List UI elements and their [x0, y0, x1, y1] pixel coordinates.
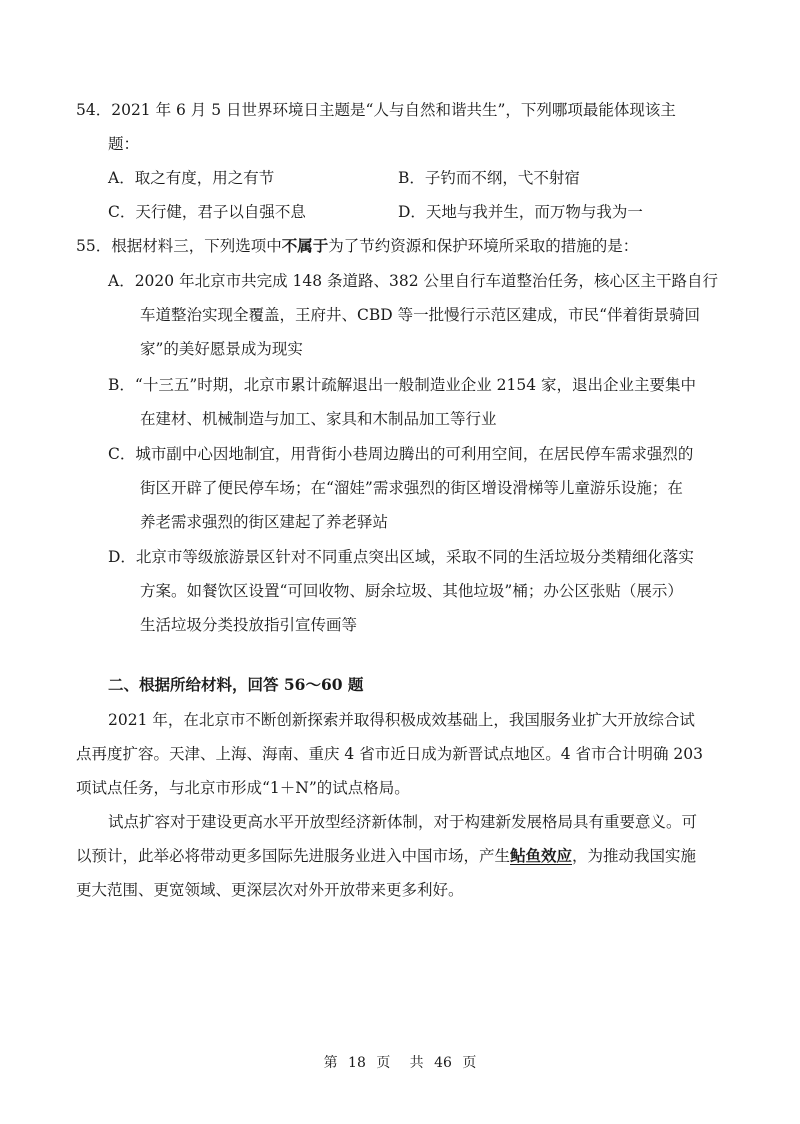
- q55-option-b-line-1: B．“十三五”时期，北京市累计疏解退出一般制造业企业 2154 家，退出企业主要集中: [108, 376, 697, 394]
- para-1-line-3: 项试点任务，与北京市形成“1＋N”的试点格局。: [76, 779, 410, 797]
- q55-option-a-line-1: A．2020 年北京市共完成 148 条道路、382 公里自行车道整治任务，核心区主干路自行: [108, 272, 719, 290]
- q55-stem-emphasis: 不属于: [281, 236, 329, 255]
- page-total: 46: [434, 1055, 452, 1071]
- q54-option-d: D．天地与我并生，而万物与我为一: [398, 203, 643, 221]
- catfish-effect-term: 鲇鱼效应: [510, 846, 573, 865]
- page-label-prefix: 第: [323, 1055, 338, 1071]
- para-1-line-1: 2021 年，在北京市不断创新探索并取得积极成效基础上，我国服务业扩大开放综合试: [108, 711, 695, 729]
- q55-option-c-line-3: 养老需求强烈的街区建起了养老驿站: [140, 513, 389, 531]
- q55-stem-post: 为了节约资源和保护环境所采取的措施的是：: [328, 237, 639, 255]
- q55-option-d-line-2: 方案。如餐饮区设置“可回收物、厨余垃圾、其他垃圾”桶；办公区张贴（展示）: [140, 582, 683, 600]
- q55-option-d-line-1: D．北京市等级旅游景区针对不同重点突出区域，采取不同的生活垃圾分类精细化落实: [108, 548, 694, 566]
- q54-option-c: C．天行健，君子以自强不息: [108, 203, 306, 221]
- section-2-heading: 二、根据所给材料，回答 56～60 题: [108, 675, 364, 694]
- q55-option-a-line-2: 车道整治实现全覆盖，王府井、CBD 等一批慢行示范区建成，市民“伴着街景骑回: [140, 306, 701, 324]
- q54-stem-line-1: 54．2021 年 6 月 5 日世界环境日主题是“人与自然和谐共生”，下列哪项最能体现该主: [76, 101, 676, 119]
- q55-stem-pre: 55．根据材料三，下列选项中: [76, 237, 282, 255]
- page-current: 18: [348, 1055, 366, 1071]
- q54-stem-line-2: 题：: [108, 135, 140, 153]
- q55-stem: [76, 236, 638, 256]
- para-2-line-2-post: ，为推动我国实施: [572, 847, 697, 865]
- total-label-prefix: 共: [409, 1055, 424, 1071]
- para-2-line-2: [76, 846, 696, 866]
- q55-option-b-line-2: 在建材、机械制造与加工、家具和木制品加工等行业: [140, 410, 497, 428]
- q55-option-a-line-3: 家”的美好愿景成为现实: [140, 340, 303, 358]
- total-label-suffix: 页: [462, 1055, 477, 1071]
- q55-option-c-line-2: 街区开辟了便民停车场；在“溜娃”需求强烈的街区增设滑梯等儿童游乐设施；在: [140, 479, 683, 497]
- q55-option-c-line-1: C．城市副中心因地制宜，用背街小巷周边腾出的可利用空间，在居民停车需求强烈的: [108, 445, 694, 463]
- para-2-line-3: 更大范围、更宽领域、更深层次对外开放带来更多利好。: [76, 881, 464, 899]
- para-2-line-2-pre: 以预计，此举必将带动更多国际先进服务业进入中国市场，产生: [76, 847, 511, 865]
- para-1-line-2: 点再度扩容。天津、上海、海南、重庆 4 省市近日成为新晋试点地区。4 省市合计明确 203: [76, 745, 704, 763]
- q54-option-a: A．取之有度，用之有节: [108, 169, 275, 187]
- q54-option-b: B．子钓而不纲，弋不射宿: [398, 169, 580, 187]
- page-footer: [0, 1054, 800, 1072]
- para-2-line-1: 试点扩容对于建设更高水平开放型经济新体制，对于构建新发展格局具有重要意义。可: [108, 813, 698, 831]
- page-label-mid: 页: [376, 1055, 391, 1071]
- q55-option-d-line-3: 生活垃圾分类投放指引宣传画等: [140, 616, 358, 634]
